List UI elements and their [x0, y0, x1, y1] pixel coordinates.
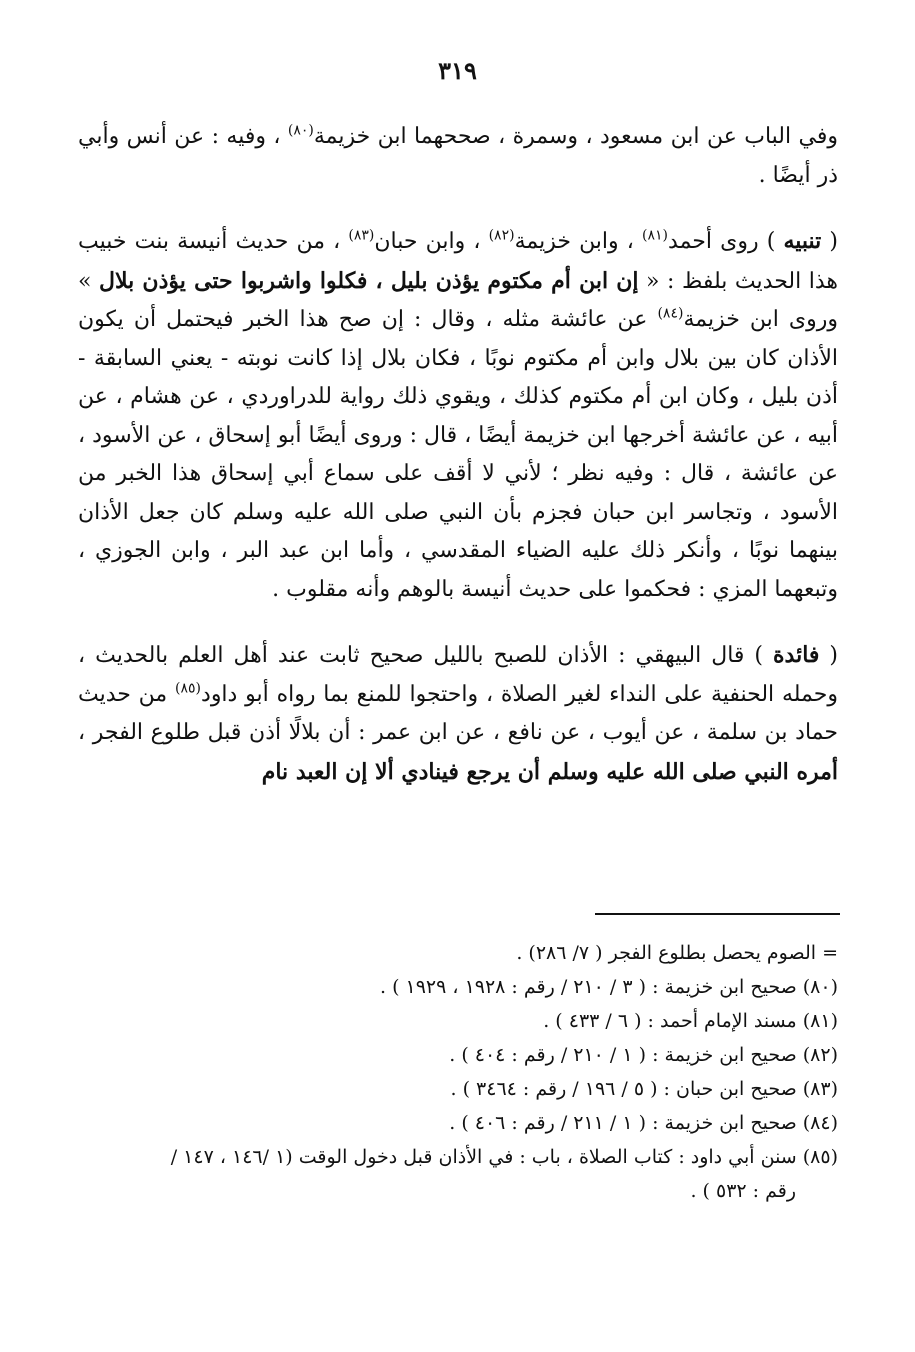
text-run: ، من حديث أنيسة بنت خبيب هذا الحديث بلفظ : « — [78, 229, 838, 294]
footnote-number: (٨٠) — [802, 976, 838, 998]
footnote-text: صحيح ابن خزيمة : ( ٣ / ٢١٠ / رقم : ١٩٢٨ ، ١٩٢٩ ) . — [379, 976, 797, 998]
footnote-80 — [80, 970, 838, 1004]
text-run: وفي الباب عن ابن مسعود ، وسمرة ، صححهما ابن خزيمة — [313, 124, 838, 149]
text-run: من حديث حماد بن سلمة ، عن أيوب ، عن نافع ، عن ابن عمر : أن بلالًا أذن قبل طلوع الفجر ، — [78, 681, 838, 745]
footnotes — [80, 936, 838, 1208]
footnote-number: (٨٣) — [802, 1078, 838, 1100]
heading-faida: فائدة — [773, 642, 820, 668]
footnote-ref-84: (٨٤) — [657, 305, 684, 322]
paragraph-tanbih — [78, 222, 838, 609]
footnote-83 — [80, 1072, 838, 1106]
footnote-text: صحيح ابن خزيمة : ( ١ / ٢١٠ / رقم : ٤٠٤ ) . — [449, 1044, 797, 1066]
text-run: ) قال البيهقي : الأذان للصبح بالليل صحيح ثابت عند أهل العلم بالحديث ، وحمله الحنفية على النداء لغير الصلاة ، واحتجوا للمنع بما رواه أبو داود — [78, 643, 839, 707]
footnote-ref-85: (٨٥) — [175, 680, 202, 697]
footnote-text: سنن أبي داود : كتاب الصلاة ، باب : في الأذان قبل دخول الوقت (١ /١٤٦ ، ١٤٧ / — [170, 1146, 797, 1168]
footnote-text: صحيح ابن حبان : ( ٥ / ١٩٦ / رقم : ٣٤٦٤ ) . — [450, 1078, 797, 1100]
footnote-number: (٨٢) — [802, 1044, 838, 1066]
text-run: ( — [821, 229, 838, 254]
footnote-85 — [80, 1140, 838, 1174]
paragraph-faida — [78, 636, 838, 792]
footnote-ref-80: (٨٠) — [287, 122, 314, 139]
footnote-text: صحيح ابن خزيمة : ( ١ / ٢١١ / رقم : ٤٠٦ ) . — [449, 1112, 797, 1134]
footnote-number: (٨٤) — [802, 1112, 838, 1134]
footnote-ref-82: (٨٢) — [488, 227, 515, 244]
text-run: ( — [819, 643, 839, 668]
footnote-81 — [80, 1004, 838, 1038]
page-number: ٣١٩ — [438, 56, 477, 85]
text-run: عن عائشة مثله ، وقال : إن صح هذا الخبر فيحتمل أن يكون الأذان كان بين بلال وابن أم مكتوم نوبًا ، فكان بلال إذا كانت نوبته - يعني السابقة - أذن بليل ، وكان ابن أم مكتوم كذلك ، ويقوي ذلك رواية للدراوردي ، عن هشام ، عن أبيه ، عن عائشة أخرجها ابن خزيمة أيضًا ، قال : وروى أيضًا أبو إسحاق ، عن الأسود ، عن عائشة ، قال : وفيه نظر ؛ لأني لا أقف على سماع أبي إسحاق هذا الخبر من الأسود ، وتجاسر ابن حبان فجزم بأن النبي صلى الله عليه وسلم كان جعل الأذان بينهما نوبًا ، وأنكر ذلك عليه الضياء المقدسي ، وأما ابن عبد البر ، وابن الجوزي ، وتبعهما المزي : فحكموا على حديث أنيسة بالوهم وأنه مقلوب . — [78, 307, 838, 602]
footnote-number: (٨٥) — [802, 1146, 838, 1168]
footnote-ref-83: (٨٣) — [348, 227, 375, 244]
text-run: ) روى أحمد — [668, 229, 784, 254]
text-run: ، وابن حبان — [374, 229, 489, 254]
footnote-divider — [595, 913, 840, 915]
text-run: » وروى ابن خزيمة — [78, 268, 838, 332]
footnote-text: مسند الإمام أحمد : ( ٦ / ٤٣٣ ) . — [543, 1010, 797, 1032]
footnote-84 — [80, 1106, 838, 1140]
main-text — [78, 118, 838, 792]
heading-tanbih: تنبيه — [783, 228, 822, 254]
hadith-quote: أمره النبي صلى الله عليه وسلم أن يرجع فينادي ألا إن العبد نام — [261, 758, 838, 785]
text-run: ، وابن خزيمة — [514, 229, 643, 254]
hadith-quote: إن ابن أم مكتوم يؤذن بليل ، فكلوا واشربوا حتى يؤذن بلال — [99, 267, 639, 294]
paragraph-chapter-narrators — [78, 118, 838, 195]
footnote-85-continuation: رقم : ٥٣٢ ) . — [690, 1180, 796, 1202]
footnote-continuation: = الصوم يحصل بطلوع الفجر ( ٧/ ٢٨٦) . — [516, 942, 838, 964]
footnote-ref-81: (٨١) — [642, 227, 669, 244]
footnote-82 — [80, 1038, 838, 1072]
footnote-number: (٨١) — [802, 1010, 838, 1032]
text-run: ، وفيه : عن أنس وأبي ذر أيضًا . — [78, 124, 838, 188]
